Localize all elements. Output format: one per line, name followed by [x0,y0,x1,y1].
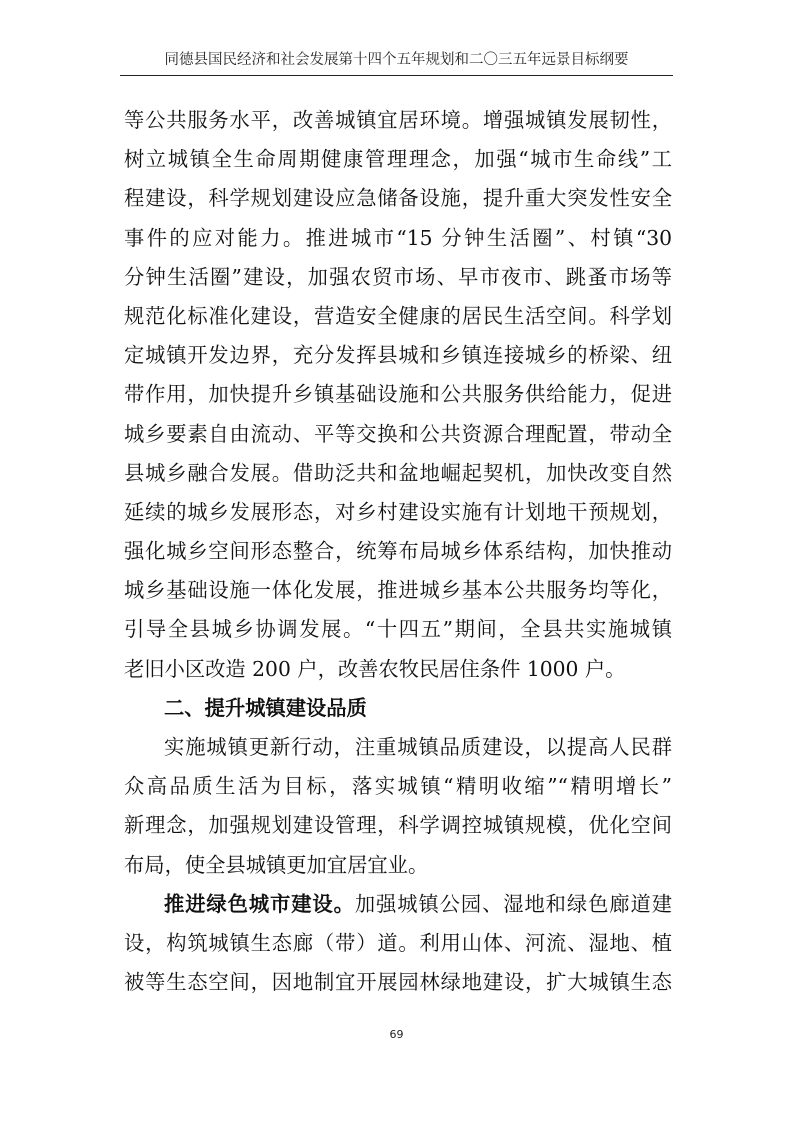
text-line: 实施城镇更新行动，注重城镇品质建设，以提高人民群 [164,735,672,759]
text-line: 带作用，加快提升乡镇基础设施和公共服务供给能力，促进 [124,382,672,407]
running-header: 同德县国民经济和社会发展第十四个五年规划和二〇三五年远景目标纲要 [164,52,629,68]
text-line: 程建设，科学规划建设应急储备设施，提升重大突发性安全 [124,186,672,211]
text-line: 引导全县城乡协调发展。“十四五”期间，全县共实施城镇 [124,617,672,642]
text-line: 城乡基础设施一体化发展，推进城乡基本公共服务均等化， [124,578,672,603]
text-line: 延续的城乡发展形态，对乡村建设实施有计划地干预规划， [124,499,672,524]
text-line: 布局，使全县城镇更加宜居宜业。 [124,852,429,877]
text-line: 树立城镇全生命周期健康管理理念，加强“城市生命线”工 [124,147,672,172]
paragraph-text: 加强城镇公园、湿地和绿色廊道建 [354,891,672,916]
text-line: 分钟生活圈”建设，加强农贸市场、早市夜市、跳蚤市场等 [124,264,672,289]
text-line: 等公共服务水平，改善城镇宜居环境。增强城镇发展韧性， [124,108,672,132]
text-line: 设，构筑城镇生态廊（带）道。利用山体、河流、湿地、植 [124,930,672,955]
text-line: 新理念，加强规划建设管理，科学调控城镇规模，优化空间 [124,813,672,838]
text-line: 事件的应对能力。推进城市“15 分钟生活圈”、村镇“30 [124,225,672,250]
text-line [124,885,672,924]
paragraph-lead: 推进绿色城市建设。 [164,891,355,916]
text-line: 规范化标准化建设，营造安全健康的居民生活空间。科学划 [124,303,672,328]
section-heading: 二、提升城镇建设品质 [164,695,367,720]
text-line: 被等生态空间，因地制宜开展园林绿地建设，扩大城镇生态 [124,970,672,995]
text-line: 老旧小区改造 200 户，改善农牧民居住条件 1000 户。 [124,656,626,681]
text-line: 定城镇开发边界，充分发挥县城和乡镇连接城乡的桥梁、纽 [124,343,672,368]
text-line: 强化城乡空间形态整合，统筹布局城乡体系结构，加快推动 [124,539,672,564]
page-number: 69 [389,1028,404,1041]
text-line: 县城乡融合发展。借助泛共和盆地崛起契机，加快改变自然 [124,460,672,485]
body-text [124,101,672,1002]
header-divider [120,75,673,76]
text-line: 城乡要素自由流动、平等交换和公共资源合理配置，带动全 [124,421,672,446]
text-line: 众高品质生活为目标，落实城镇“精明收缩”“精明增长” [124,774,672,799]
